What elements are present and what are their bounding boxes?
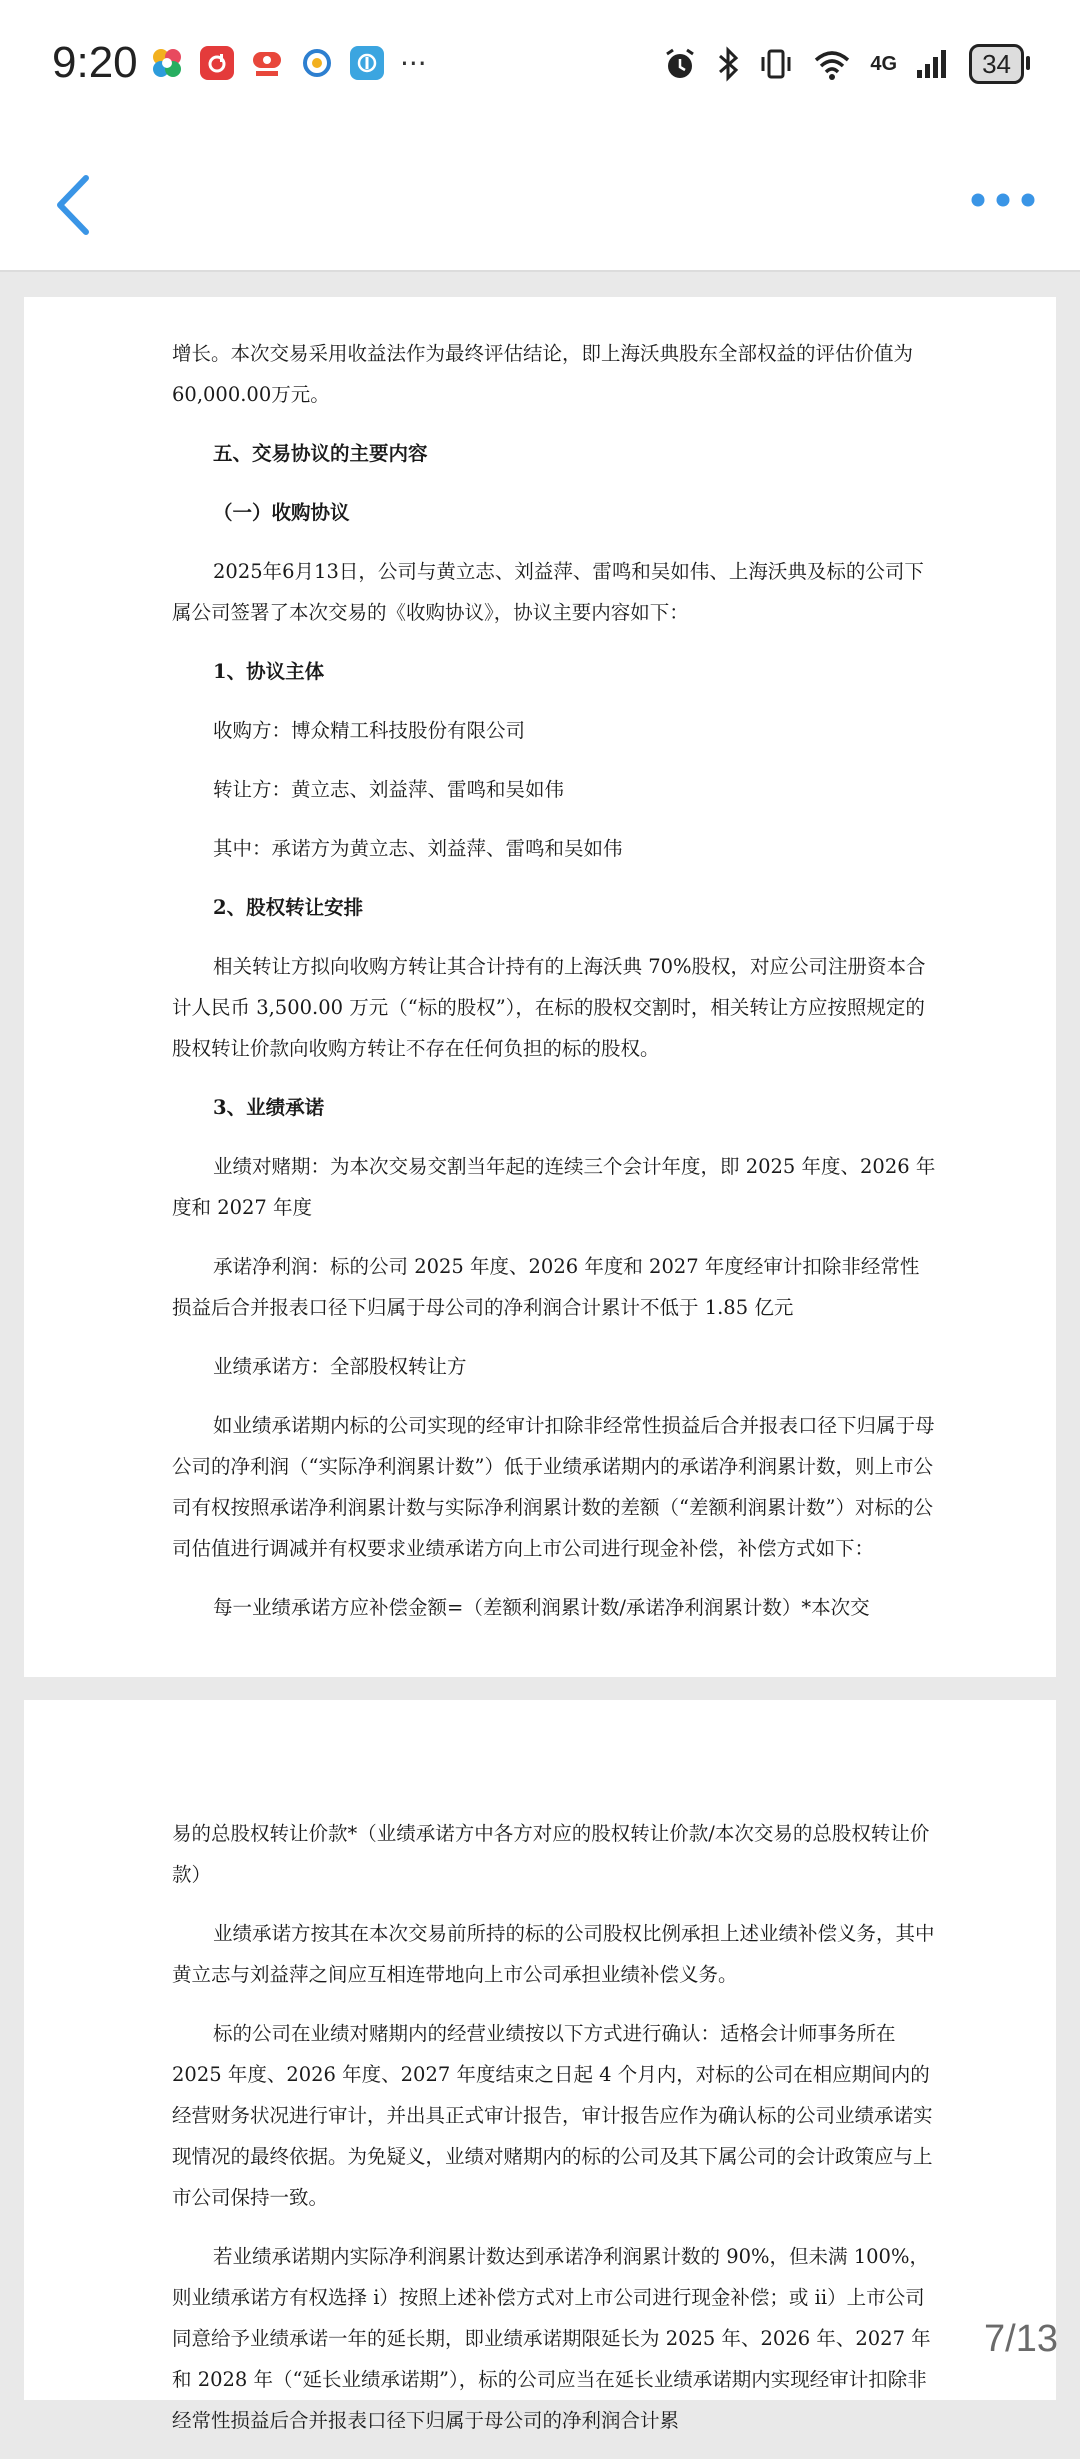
document-page (24, 297, 1056, 1677)
page-content (172, 1813, 936, 2459)
paragraph: 如业绩承诺期内标的公司实现的经审计扣除非经常性损益后合并报表口径下归属于母公司的净利润（“实际净利润累计数”）低于业绩承诺期内的承诺净利润累计数，则上市公司有权按照承诺净利润累计数与实际净利润累计数的差额（“差额利润累计数”）对标的公司估值进行调减并有权要求业绩承诺方向上市公司进行现金补偿，补偿方式如下： (172, 1414, 935, 1560)
paragraph: 相关转让方拟向收购方转让其合计持有的上海沃典 70%股权，对应公司注册资本合计人民币 3,500.00 万元（“标的股权”），在标的股权交割时，相关转让方应按照规定的股权转让价款向收购方转让不存在任何负担的标的股权。 (172, 955, 926, 1060)
app-store-icon (350, 46, 384, 80)
clause-heading: 3、业绩承诺 (213, 1096, 325, 1119)
vibrate-icon (758, 46, 794, 82)
more-dots-icon (968, 182, 1038, 218)
page-content (172, 333, 936, 1646)
paragraph: 每一业绩承诺方应补偿金额=（差额利润累计数/承诺净利润累计数）*本次交 (213, 1596, 870, 1619)
paragraph: 收购方：博众精工科技股份有限公司 (213, 719, 526, 742)
paragraph: 若业绩承诺期内实际净利润累计数达到承诺净利润累计数的 90%，但未满 100%，则业绩承诺方有权选择 i）按照上述补偿方式对上市公司进行现金补偿；或 ii）上市公司同意给予业绩承诺一年的延长期，即业绩承诺期限延长为 2025 年、2026 年、2027 年和 2028 年（“延长业绩承诺期”），标的公司应当在延长业绩承诺期内实现经审计扣除非经常性损益后合并报表口径下归属于母公司的净利润合计累 (172, 2245, 931, 2432)
app-music-icon (200, 46, 234, 80)
status-bar (0, 0, 1080, 130)
document-page (24, 1700, 1056, 2432)
bluetooth-icon (716, 46, 740, 82)
network-type: 4G (870, 52, 898, 75)
notification-icons (150, 46, 427, 80)
back-button[interactable] (48, 170, 108, 240)
system-icons (662, 44, 1024, 84)
subsection-heading: （一）收购协议 (213, 501, 350, 524)
chevron-left-icon (48, 170, 108, 240)
paragraph: 易的总股权转让价款*（业绩承诺方中各方对应的股权转让价款/本次交易的总股权转让价款） (172, 1822, 930, 1886)
paragraph: 业绩承诺方按其在本次交易前所持的标的公司股权比例承担上述业绩补偿义务，其中黄立志与刘益萍之间应互相连带地向上市公司承担业绩补偿义务。 (172, 1922, 935, 1986)
clause-heading: 2、股权转让安排 (213, 896, 364, 919)
signal-icon (915, 46, 951, 82)
more-options-button[interactable] (968, 182, 1038, 218)
alarm-icon (662, 46, 698, 82)
paragraph: 增长。本次交易采用收益法作为最终评估结论，即上海沃典股东全部权益的评估价值为60,000.00万元。 (172, 342, 914, 406)
status-time: 9:20 (52, 38, 138, 87)
paragraph: 业绩对赌期：为本次交易交割当年起的连续三个会计年度，即 2025 年度、2026 年度和 2027 年度 (172, 1155, 936, 1219)
app-pinwheel-icon (150, 46, 184, 80)
page-indicator: 7/13 (984, 2318, 1058, 2360)
paragraph: 标的公司在业绩对赌期内的经营业绩按以下方式进行确认：适格会计师事务所在 2025 年度、2026 年度、2027 年度结束之日起 4 个月内，对标的公司在相应期间内的经营财务状况进行审计，并出具正式审计报告，审计报告应作为确认标的公司业绩承诺实现情况的最终依据。为免疑义，业绩对赌期内的标的公司及其下属公司的会计政策应与上市公司保持一致。 (172, 2022, 933, 2209)
paragraph: 其中：承诺方为黄立志、刘益萍、雷鸣和吴如伟 (213, 837, 623, 860)
clause-heading: 1、协议主体 (213, 660, 325, 683)
wifi-icon (812, 46, 852, 82)
paragraph: 2025年6月13日，公司与黄立志、刘益萍、雷鸣和吴如伟、上海沃典及标的公司下属公司签署了本次交易的《收购协议》，协议主要内容如下： (172, 560, 924, 624)
more-notifications-icon: ··· (400, 46, 427, 80)
app-camera-icon (300, 46, 334, 80)
section-heading: 五、交易协议的主要内容 (213, 442, 428, 465)
app-bar (0, 130, 1080, 272)
battery-indicator: 34 (969, 44, 1024, 84)
app-mobile-icon (250, 46, 284, 80)
paragraph: 业绩承诺方：全部股权转让方 (213, 1355, 467, 1378)
paragraph: 承诺净利润：标的公司 2025 年度、2026 年度和 2027 年度经审计扣除非经常性损益后合并报表口径下归属于母公司的净利润合计累计不低于 1.85 亿元 (172, 1255, 920, 1319)
paragraph: 转让方：黄立志、刘益萍、雷鸣和吴如伟 (213, 778, 565, 801)
